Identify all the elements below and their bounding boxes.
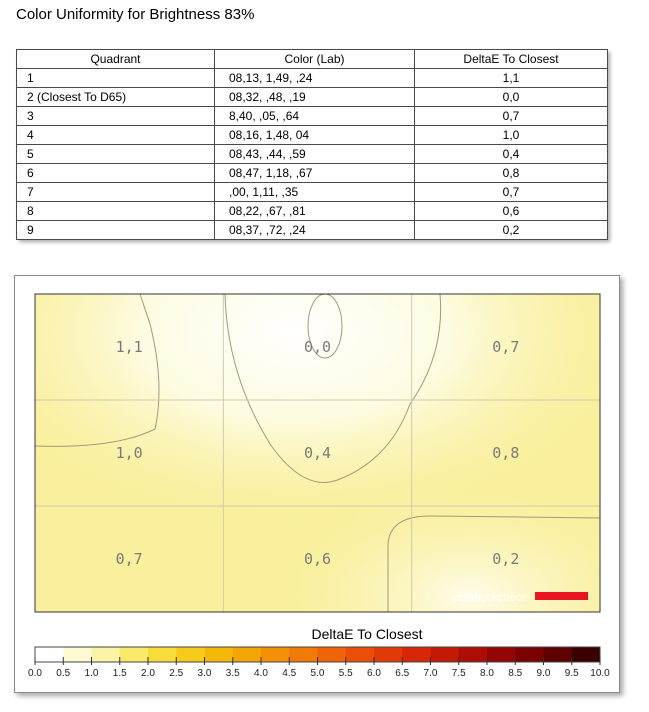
watermark-bar [535,592,588,600]
colorbar-tick-label: 8.5 [508,668,523,679]
deltae-cell: 0,8 [415,164,608,183]
color-lab-cell: 08,22, ,67, ,81 [215,202,415,221]
colorbar-segment [120,647,149,662]
colorbar-segment [176,647,205,662]
colorbar-segment [148,647,177,662]
colorbar-tick-label: 6.5 [395,668,410,679]
colorbar-segment [374,647,403,662]
colorbar-segment [289,647,318,662]
colorbar-segment [35,647,64,662]
colorbar-tick-label: 2.0 [141,668,155,679]
colorbar-segment [515,647,544,662]
colorbar-tick-label: 0.0 [28,668,42,679]
table-row [17,126,608,145]
table-row [17,107,608,126]
color-lab-cell: 08,32, ,48, ,19 [215,88,415,107]
table-row [17,202,608,221]
colorbar-tick-label: 1.5 [112,668,127,679]
colorbar-segment [63,647,92,662]
uniformity-table-grid [16,49,608,240]
colorbar-segment [402,647,431,662]
page-title: Color Uniformity for Brightness 83% [16,6,255,23]
colorbar-tick-label: 7.5 [451,668,466,679]
deltae-cell: 1,0 [415,126,608,145]
quadrant-cell: 5 [17,145,215,164]
colorbar-segment [572,647,601,662]
color-lab-cell: ,00, 1,11, ,35 [215,183,415,202]
deltae-cell: 0,6 [415,202,608,221]
colorbar-segment [205,647,234,662]
deltae-cell: 0,7 [415,107,608,126]
colorbar-segment [431,647,460,662]
table-row [17,69,608,88]
quadrant-cell: 9 [17,221,215,240]
colorbar-tick-label: 3.5 [225,668,240,679]
colorbar-tick-label: 8.0 [480,668,494,679]
cell-value-label: 0,4 [303,444,332,462]
cell-value-label: 0,6 [303,550,332,568]
color-lab-cell: 08,43, ,44, ,59 [215,145,415,164]
uniformity-heatmap [15,276,619,692]
cell-value-label: 1,0 [115,444,143,462]
cell-value-label: 0,2 [492,550,520,568]
colorbar-tick-label: 2.5 [169,668,184,679]
colorbar-tick-label: 3.0 [197,668,212,679]
colorbar-title: DeltaE To Closest [311,626,423,642]
quadrant-cell: 7 [17,183,215,202]
header-color-lab: Color (Lab) [215,50,415,69]
uniformity-table [16,49,607,239]
deltae-cell: 0,7 [415,183,608,202]
colorbar-segment [544,647,573,662]
watermark-text: notebookcheck [453,592,527,604]
cell-value-label: 1,1 [115,338,143,356]
cell-value-label: 0,8 [492,444,520,462]
color-lab-cell: 08,37, ,72, ,24 [215,221,415,240]
cell-value-label: 0,0 [303,338,332,356]
deltae-cell: 0,2 [415,221,608,240]
uniformity-chart-frame [14,275,620,693]
header-quadrant: Quadrant [17,50,215,69]
colorbar-segment [261,647,290,662]
colorbar-tick-label: 9.0 [536,668,551,679]
colorbar-segment [92,647,121,662]
table-row [17,164,608,183]
colorbar-tick-label: 7.0 [423,668,438,679]
colorbar-tick-label: 1.0 [84,668,99,679]
deltae-cell: 0,0 [415,88,608,107]
color-lab-cell: 08,13, 1,49, ,24 [215,69,415,88]
colorbar-segment [346,647,375,662]
quadrant-cell: 4 [17,126,215,145]
colorbar-tick-label: 6.0 [367,668,381,679]
deltae-cell: 0,4 [415,145,608,164]
table-row [17,88,608,107]
colorbar-tick-label: 0.5 [56,668,71,679]
colorbar-segment [233,647,262,662]
quadrant-cell: 2 (Closest To D65) [17,88,215,107]
colorbar-segment [318,647,347,662]
cell-value-label: 0,7 [115,550,143,568]
colorbar-segment [459,647,488,662]
quadrant-cell: 8 [17,202,215,221]
quadrant-cell: 6 [17,164,215,183]
cell-value-label: 0,7 [492,338,520,356]
colorbar-tick-label: 9.5 [564,668,579,679]
colorbar-tick-label: 4.5 [282,668,297,679]
table-row [17,221,608,240]
colorbar-tick-label: 5.5 [338,668,353,679]
header-deltae: DeltaE To Closest [415,50,608,69]
quadrant-cell: 3 [17,107,215,126]
colorbar-tick-label: 10.0 [590,668,610,679]
colorbar-tick-label: 4.0 [254,668,268,679]
table-header-row [17,50,608,69]
table-row [17,183,608,202]
color-lab-cell: 8,40, ,05, ,64 [215,107,415,126]
quadrant-cell: 1 [17,69,215,88]
color-lab-cell: 08,16, 1,48, 04 [215,126,415,145]
color-lab-cell: 08,47, 1,18, ,67 [215,164,415,183]
deltae-cell: 1,1 [415,69,608,88]
table-row [17,145,608,164]
colorbar-tick-label: 5.0 [310,668,325,679]
colorbar-segment [487,647,516,662]
